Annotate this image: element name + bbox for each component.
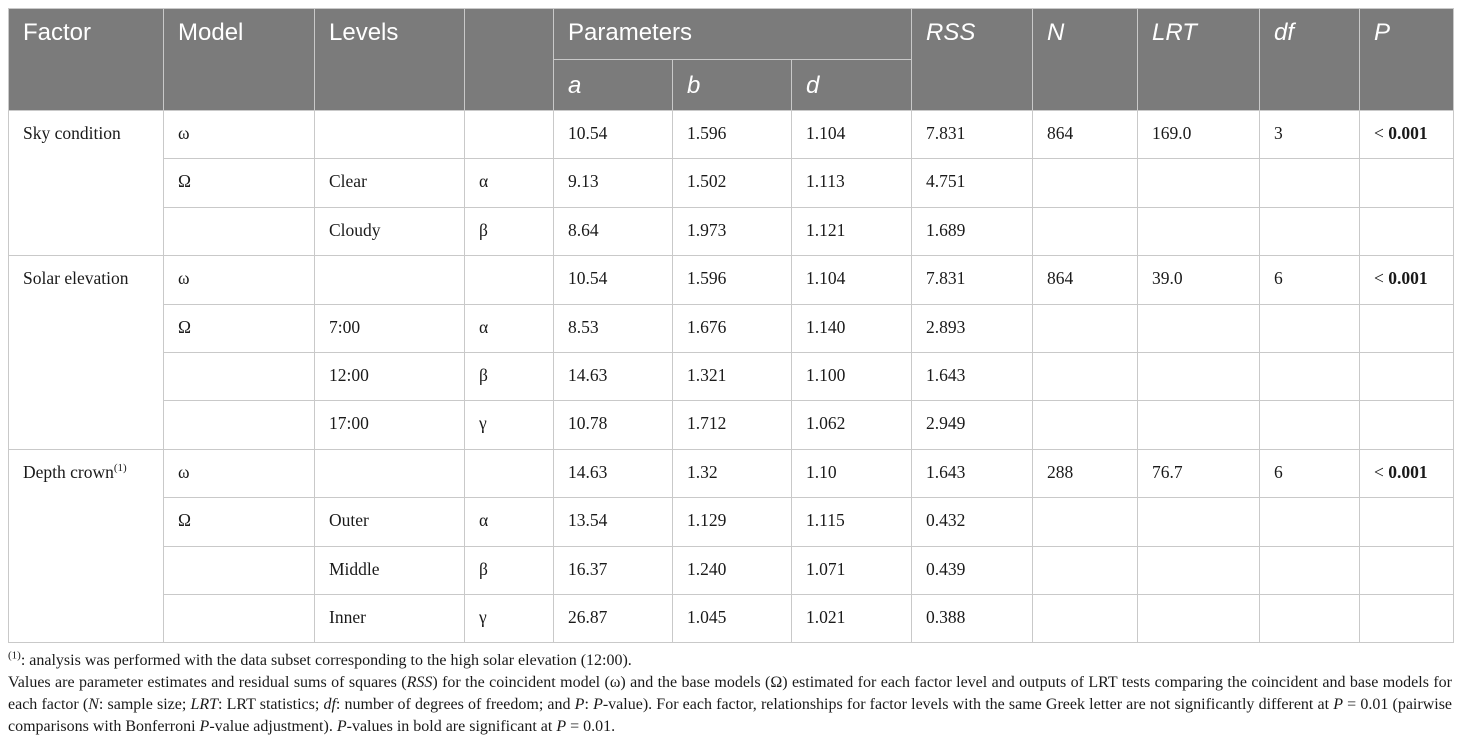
cell-greek: α xyxy=(465,498,554,546)
col-param-d: d xyxy=(792,60,912,111)
cell-a: 8.64 xyxy=(554,207,673,255)
cell-rss: 7.831 xyxy=(912,111,1033,159)
cell-d: 1.104 xyxy=(792,111,912,159)
results-table xyxy=(8,8,1454,643)
cell-p xyxy=(1360,111,1454,159)
cell-df xyxy=(1260,401,1360,449)
table-row xyxy=(9,207,1454,255)
cell-greek: α xyxy=(465,304,554,352)
cell-d: 1.104 xyxy=(792,256,912,304)
caption-term: P xyxy=(556,718,567,735)
footnote xyxy=(8,650,1452,672)
cell-df xyxy=(1260,352,1360,400)
cell-df: 3 xyxy=(1260,111,1360,159)
cell-lrt: 169.0 xyxy=(1138,111,1260,159)
caption-text: : number of degrees of freedom; and xyxy=(335,696,575,713)
cell-model: ω xyxy=(164,111,315,159)
cell-level: Clear xyxy=(315,159,465,207)
cell-greek xyxy=(465,111,554,159)
cell-lrt: 39.0 xyxy=(1138,256,1260,304)
cell-p xyxy=(1360,401,1454,449)
cell-df: 6 xyxy=(1260,256,1360,304)
caption-term: P xyxy=(593,696,603,713)
col-rss: RSS xyxy=(912,9,1033,111)
cell-lrt xyxy=(1138,594,1260,642)
cell-level: Middle xyxy=(315,546,465,594)
cell-greek: β xyxy=(465,546,554,594)
caption-text: = 0.01. xyxy=(566,718,616,735)
factor-footnote-marker: (1) xyxy=(113,461,127,474)
col-parameters: Parameters xyxy=(554,9,912,60)
cell-model: ω xyxy=(164,256,315,304)
caption-text: : sample size; xyxy=(98,696,191,713)
p-prefix: < xyxy=(1374,268,1389,289)
cell-df xyxy=(1260,594,1360,642)
cell-rss: 2.949 xyxy=(912,401,1033,449)
cell-d: 1.113 xyxy=(792,159,912,207)
cell-greek: γ xyxy=(465,594,554,642)
footnote-text: : analysis was performed with the data subset corresponding to the high solar elevation (12:00). xyxy=(20,652,632,669)
caption-text: -values in bold are significant at xyxy=(346,718,557,735)
caption-term: RSS xyxy=(406,674,433,691)
cell-level: 7:00 xyxy=(315,304,465,352)
cell-n xyxy=(1033,401,1138,449)
caption-term: LRT xyxy=(190,696,219,713)
cell-b: 1.596 xyxy=(673,256,792,304)
table-row xyxy=(9,111,1454,159)
cell-greek: α xyxy=(465,159,554,207)
caption-term: df xyxy=(323,696,336,713)
cell-b: 1.712 xyxy=(673,401,792,449)
cell-level: Cloudy xyxy=(315,207,465,255)
cell-rss: 2.893 xyxy=(912,304,1033,352)
table-row xyxy=(9,401,1454,449)
cell-level xyxy=(315,449,465,497)
cell-n xyxy=(1033,207,1138,255)
cell-a: 16.37 xyxy=(554,546,673,594)
factor-label: Sky condition xyxy=(23,123,121,143)
p-value: 0.001 xyxy=(1388,123,1428,143)
table-row xyxy=(9,159,1454,207)
cell-model xyxy=(164,594,315,642)
cell-lrt: 76.7 xyxy=(1138,449,1260,497)
cell-n: 864 xyxy=(1033,111,1138,159)
cell-rss: 0.388 xyxy=(912,594,1033,642)
cell-df xyxy=(1260,498,1360,546)
cell-rss: 1.643 xyxy=(912,352,1033,400)
cell-greek: γ xyxy=(465,401,554,449)
factor-label: Solar elevation xyxy=(23,268,129,289)
table-notes xyxy=(8,650,1452,738)
cell-greek xyxy=(465,256,554,304)
factor-cell xyxy=(9,256,164,450)
cell-d: 1.140 xyxy=(792,304,912,352)
p-value: 0.001 xyxy=(1388,461,1428,482)
p-prefix: < xyxy=(1374,461,1389,482)
cell-b: 1.676 xyxy=(673,304,792,352)
caption-text: ) for the coincident model (ω) and the base models (Ω) estimated for each factor level and outputs of LRT tests comparing the coincident and base models for each factor ( xyxy=(8,674,1453,713)
cell-level: 12:00 xyxy=(315,352,465,400)
cell-p xyxy=(1360,256,1454,304)
cell-greek: β xyxy=(465,352,554,400)
cell-greek: β xyxy=(465,207,554,255)
cell-model: Ω xyxy=(164,159,315,207)
cell-lrt xyxy=(1138,352,1260,400)
cell-d: 1.062 xyxy=(792,401,912,449)
footnote-marker: (1) xyxy=(8,649,21,662)
p-value: 0.001 xyxy=(1388,268,1428,289)
cell-rss: 0.439 xyxy=(912,546,1033,594)
cell-n xyxy=(1033,498,1138,546)
caption-text: -value adjustment). xyxy=(209,718,337,735)
cell-p xyxy=(1360,594,1454,642)
col-levels: Levels xyxy=(315,9,465,111)
cell-level: Outer xyxy=(315,498,465,546)
caption-text: : xyxy=(584,696,594,713)
col-greek xyxy=(465,9,554,111)
cell-level xyxy=(315,111,465,159)
caption xyxy=(8,672,1452,738)
cell-a: 8.53 xyxy=(554,304,673,352)
col-factor: Factor xyxy=(9,9,164,111)
cell-model xyxy=(164,401,315,449)
cell-df xyxy=(1260,159,1360,207)
cell-p xyxy=(1360,498,1454,546)
cell-n xyxy=(1033,352,1138,400)
cell-a: 10.54 xyxy=(554,256,673,304)
caption-text: = 0.01 (pairwise comparisons with Bonferroni xyxy=(8,696,1453,735)
cell-level: 17:00 xyxy=(315,401,465,449)
cell-df xyxy=(1260,546,1360,594)
caption-term: N xyxy=(88,696,99,713)
table-row xyxy=(9,594,1454,642)
cell-n xyxy=(1033,304,1138,352)
cell-a: 26.87 xyxy=(554,594,673,642)
caption-text: : LRT statistics; xyxy=(218,696,324,713)
cell-greek xyxy=(465,449,554,497)
cell-d: 1.021 xyxy=(792,594,912,642)
cell-lrt xyxy=(1138,498,1260,546)
cell-a: 10.54 xyxy=(554,111,673,159)
cell-a: 13.54 xyxy=(554,498,673,546)
cell-n xyxy=(1033,546,1138,594)
cell-b: 1.240 xyxy=(673,546,792,594)
cell-b: 1.502 xyxy=(673,159,792,207)
cell-d: 1.100 xyxy=(792,352,912,400)
cell-level xyxy=(315,256,465,304)
cell-d: 1.071 xyxy=(792,546,912,594)
cell-level: Inner xyxy=(315,594,465,642)
cell-rss: 1.689 xyxy=(912,207,1033,255)
cell-p xyxy=(1360,352,1454,400)
table-row xyxy=(9,546,1454,594)
cell-p xyxy=(1360,207,1454,255)
cell-b: 1.596 xyxy=(673,111,792,159)
cell-d: 1.10 xyxy=(792,449,912,497)
cell-model xyxy=(164,352,315,400)
cell-b: 1.321 xyxy=(673,352,792,400)
header-row xyxy=(9,9,1454,60)
cell-b: 1.973 xyxy=(673,207,792,255)
cell-rss: 0.432 xyxy=(912,498,1033,546)
table-row xyxy=(9,256,1454,304)
cell-n xyxy=(1033,594,1138,642)
cell-rss: 4.751 xyxy=(912,159,1033,207)
cell-n: 864 xyxy=(1033,256,1138,304)
table-body xyxy=(9,111,1454,643)
caption-text: Values are parameter estimates and residual sums of squares ( xyxy=(8,674,407,691)
cell-model xyxy=(164,546,315,594)
cell-b: 1.129 xyxy=(673,498,792,546)
col-param-a: a xyxy=(554,60,673,111)
cell-model xyxy=(164,207,315,255)
cell-lrt xyxy=(1138,546,1260,594)
table-row xyxy=(9,352,1454,400)
cell-a: 10.78 xyxy=(554,401,673,449)
factor-label: Depth crown xyxy=(23,461,114,482)
cell-df xyxy=(1260,207,1360,255)
table-row xyxy=(9,449,1454,497)
caption-text: -value). For each factor, relationships for factor levels with the same Greek letter are not significantly different at xyxy=(602,696,1334,713)
cell-p xyxy=(1360,159,1454,207)
cell-a: 14.63 xyxy=(554,352,673,400)
factor-cell xyxy=(9,111,164,256)
cell-model: ω xyxy=(164,449,315,497)
cell-model: Ω xyxy=(164,304,315,352)
cell-p xyxy=(1360,546,1454,594)
caption-term: P xyxy=(1333,696,1344,713)
cell-d: 1.115 xyxy=(792,498,912,546)
col-param-b: b xyxy=(673,60,792,111)
cell-df xyxy=(1260,304,1360,352)
cell-b: 1.045 xyxy=(673,594,792,642)
cell-d: 1.121 xyxy=(792,207,912,255)
col-p: P xyxy=(1360,9,1454,111)
caption-term: P xyxy=(336,718,347,735)
col-n: N xyxy=(1033,9,1138,111)
table-row xyxy=(9,304,1454,352)
cell-lrt xyxy=(1138,207,1260,255)
col-lrt: LRT xyxy=(1138,9,1260,111)
cell-n xyxy=(1033,159,1138,207)
cell-lrt xyxy=(1138,401,1260,449)
cell-a: 14.63 xyxy=(554,449,673,497)
p-prefix: < xyxy=(1374,123,1389,143)
table-row xyxy=(9,498,1454,546)
cell-rss: 1.643 xyxy=(912,449,1033,497)
cell-lrt xyxy=(1138,304,1260,352)
cell-lrt xyxy=(1138,159,1260,207)
caption-term: P xyxy=(574,696,585,713)
cell-p xyxy=(1360,304,1454,352)
cell-n: 288 xyxy=(1033,449,1138,497)
factor-cell xyxy=(9,449,164,643)
col-model: Model xyxy=(164,9,315,111)
cell-rss: 7.831 xyxy=(912,256,1033,304)
cell-a: 9.13 xyxy=(554,159,673,207)
cell-df: 6 xyxy=(1260,449,1360,497)
col-df: df xyxy=(1260,9,1360,111)
cell-model: Ω xyxy=(164,498,315,546)
cell-b: 1.32 xyxy=(673,449,792,497)
cell-p xyxy=(1360,449,1454,497)
caption-term: P xyxy=(199,718,210,735)
